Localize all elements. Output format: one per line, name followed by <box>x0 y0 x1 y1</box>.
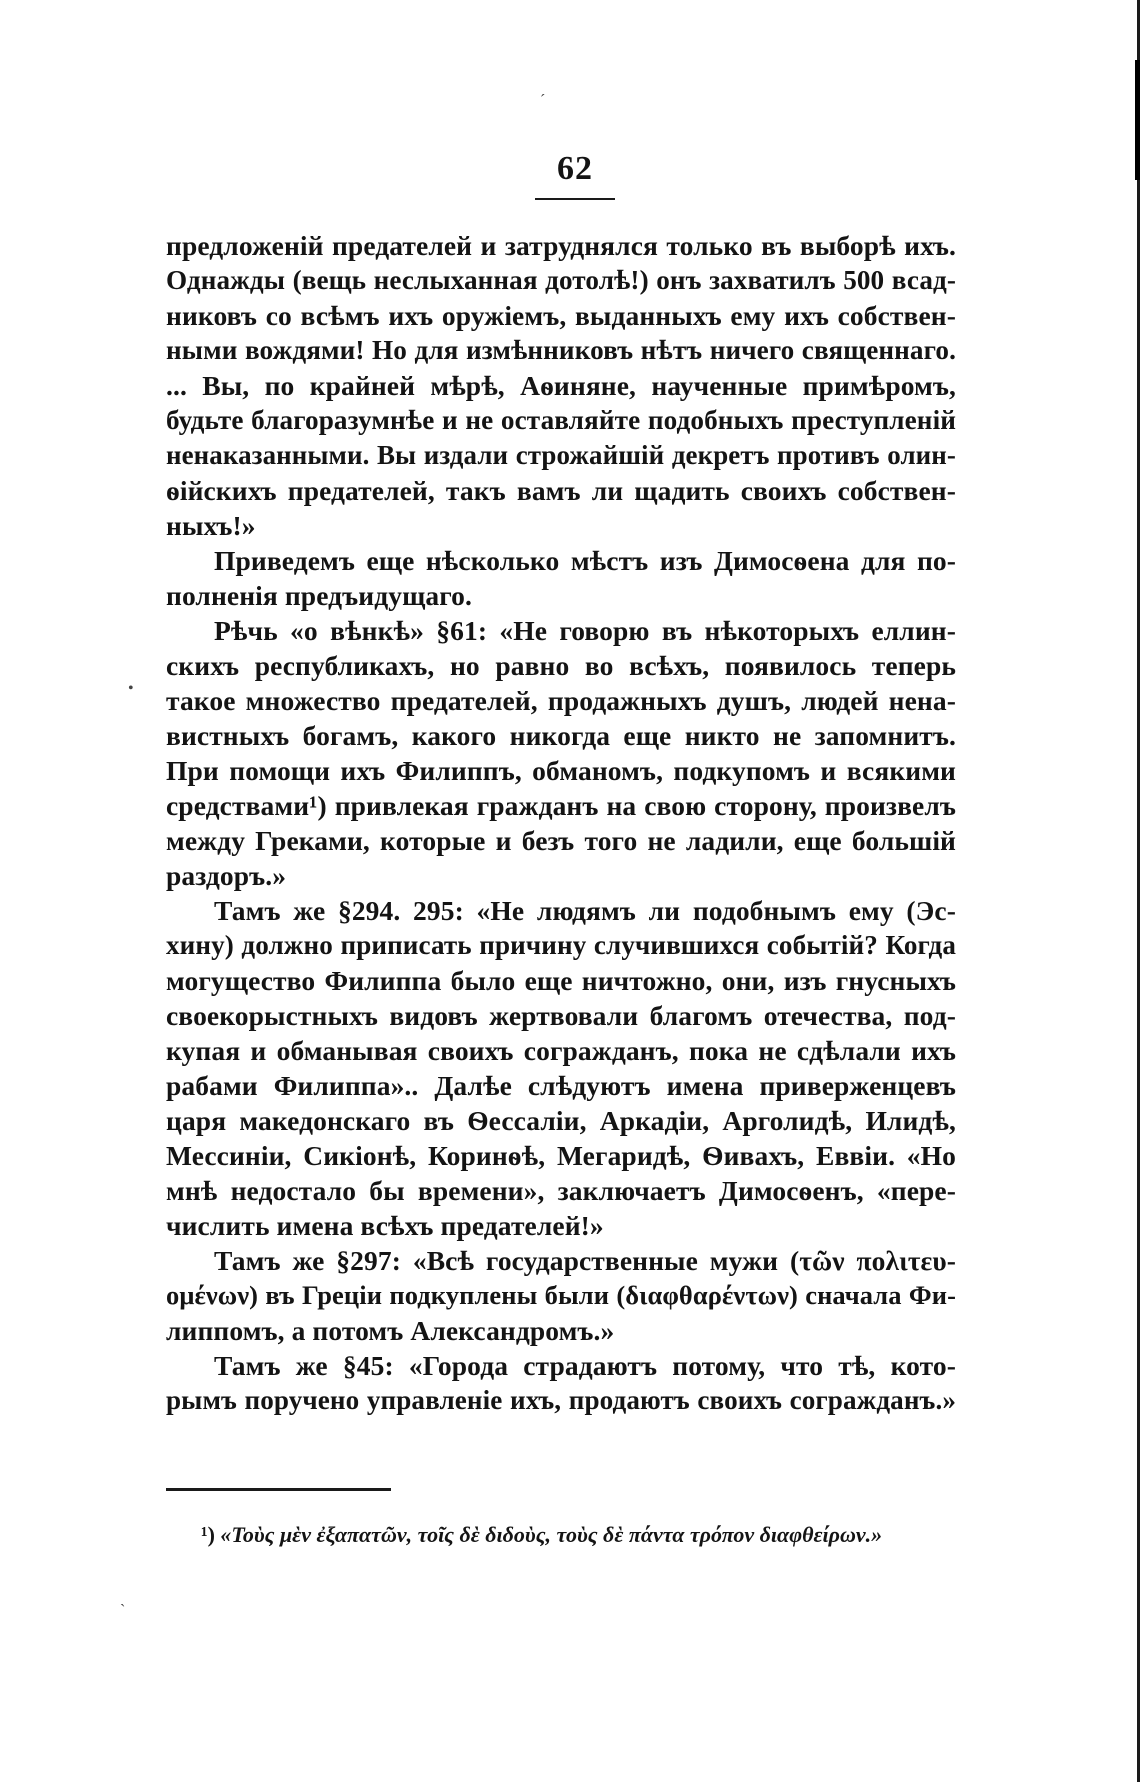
text-line: такое множество предателей, продажныхъ душъ, людей нена- <box>166 685 956 716</box>
text-line: Мессинiи, Сикiонѣ, Коринѳѣ, Мегаридѣ, Ѳивахъ, Еввiи. «Но <box>166 1140 956 1171</box>
text-line: хину) должно приписать причину случившихся событiй? Когда <box>166 930 956 960</box>
text-line: ными вождями! Но для измѣнниковъ нѣтъ ничего священнаго. <box>166 335 956 365</box>
footnote-divider <box>166 1488 391 1491</box>
text-line: раздоръ.» <box>166 860 287 891</box>
text-line: Рѣчь «о вѣнкѣ» §61: «Не говорю въ нѣкоторыхъ еллин- <box>214 615 956 646</box>
text-line: рабами Филиппа».. Далѣе слѣдуютъ имена приверженцевъ <box>166 1070 956 1101</box>
text-line: ομένων) въ Грецiи подкуплены были (διαφθαρέντων) сначала Фи- <box>166 1280 956 1310</box>
text-line: будьте благоразумнѣе и не оставляйте подобныхъ преступленiй <box>166 405 956 435</box>
text-line: Приведемъ еще нѣсколько мѣстъ изъ Димосѳена для по- <box>214 545 956 576</box>
text-line: липпомъ, а потомъ Александромъ.» <box>166 1315 615 1346</box>
text-line: Тамъ же §297: «Всѣ государственные мужи (τῶν πολιτευ- <box>214 1245 956 1276</box>
text-line: между Греками, которые и безъ того не ладили, еще большiй <box>166 825 956 856</box>
page-number-rule <box>535 198 615 200</box>
footnote-marker: ¹) <box>201 1522 215 1547</box>
footnote-text: «Τοὺς μὲν ἐξαπατῶν, τοῖς δὲ διδοὺς, τοὺς δὲ πάντα τρόπον διαφθείρων.» <box>220 1522 883 1547</box>
text-line: полненiя предъидущаго. <box>166 580 472 611</box>
text-line: могущество Филиппа было еще ничтожно, они, изъ гнусныхъ <box>166 965 956 996</box>
text-line: ... Вы, по крайней мѣрѣ, Аѳиняне, наученные примѣромъ, <box>166 370 956 401</box>
text-line: скихъ республикахъ, но равно во всѣхъ, появилось теперь <box>166 650 956 681</box>
text-line: При помощи ихъ Филиппъ, обманомъ, подкупомъ и всякими <box>166 755 956 786</box>
text-line: ненаказанными. Вы издали строжайшiй декретъ противъ олин- <box>166 440 956 470</box>
text-line: предложенiй предателей и затруднялся только въ выборѣ ихъ. <box>166 230 956 261</box>
footnote <box>201 1520 941 1550</box>
text-line: ѳiйскихъ предателей, такъ вамъ ли щадить своихъ собствен- <box>166 475 956 506</box>
text-line: мнѣ недостало бы времени», заключаетъ Димосѳенъ, «пере- <box>166 1175 956 1206</box>
text-line: ныхъ!» <box>166 510 256 541</box>
text-line: вистныхъ богамъ, какого никогда еще никто не запомнитъ. <box>166 720 956 751</box>
text-line: купая и обманывая своихъ согражданъ, пока не сдѣлали ихъ <box>166 1035 956 1066</box>
page-edge-mark <box>1135 60 1140 180</box>
text-line: никовъ со всѣмъ ихъ оружiемъ, выданныхъ ему ихъ собствен- <box>166 300 956 331</box>
text-line: Однажды (вещь неслыханная дотолѣ!) онъ захватилъ 500 всад- <box>166 265 956 295</box>
body-text <box>166 228 956 1418</box>
text-line: средствами¹) привлекая гражданъ на свою сторону, произвелъ <box>166 790 956 821</box>
scan-speck: ˊ <box>540 92 546 109</box>
page-number: 62 <box>557 150 593 187</box>
text-line: Тамъ же §294. 295: «Не людямъ ли подобнымъ ему (Эс- <box>214 895 956 926</box>
text-line: своекорыстныхъ видовъ жертвовали благомъ отечества, под- <box>166 1000 956 1031</box>
text-line: царя македонскаго въ Ѳессалiи, Аркадiи, Арголидѣ, Илидѣ, <box>166 1105 956 1136</box>
scan-speck: • <box>128 680 134 697</box>
scan-speck: ˏ <box>120 1590 126 1607</box>
text-line: Тамъ же §45: «Города страдаютъ потому, что тѣ, кото- <box>214 1350 956 1381</box>
text-line: рымъ поручено управленiе ихъ, продаютъ своихъ согражданъ.» <box>166 1385 956 1415</box>
text-line: числить имена всѣхъ предателей!» <box>166 1210 604 1241</box>
